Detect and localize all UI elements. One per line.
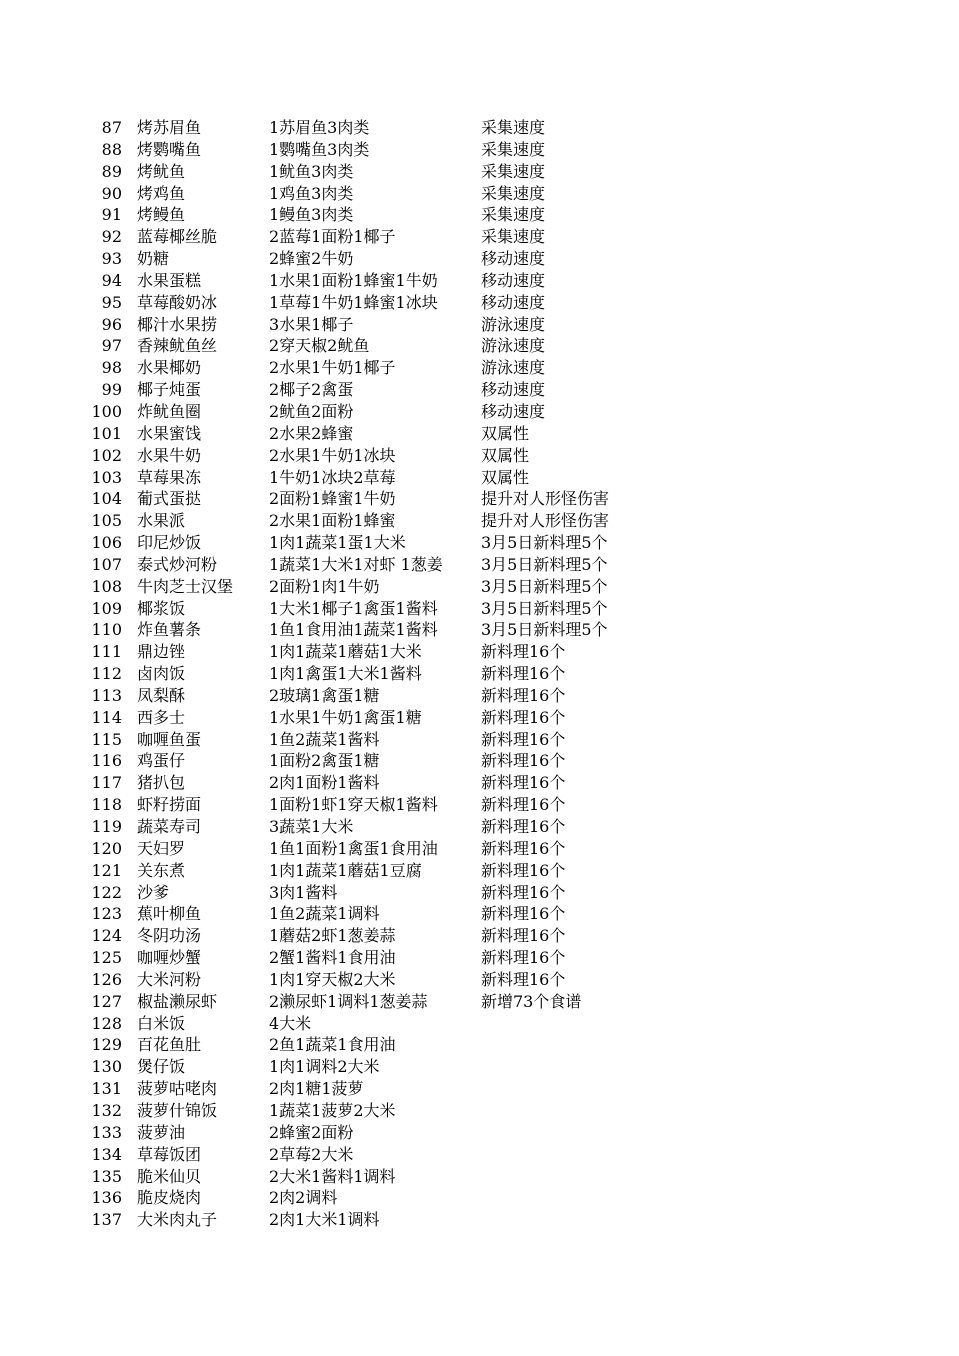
recipe-ingredients-cell: 1苏眉鱼3肉类 — [269, 118, 370, 137]
table-row — [0, 1056, 959, 1078]
effect-note-cell: 采集速度 — [481, 118, 546, 137]
effect-note-cell: 新料理16个 — [481, 969, 566, 989]
recipe-ingredients-cell: 2蜂蜜2牛奶 — [269, 249, 354, 269]
table-row — [0, 401, 959, 423]
table-row — [0, 314, 959, 336]
recipe-ingredients-cell: 2面粉1肉1牛奶 — [269, 576, 380, 596]
row-number-cell: 91 — [101, 205, 122, 225]
recipe-ingredients-cell: 2鱿鱼2面粉 — [269, 401, 354, 421]
row-number-cell: 115 — [91, 729, 122, 749]
effect-note-cell: 提升对人形怪伤害 — [481, 511, 610, 531]
table-row — [0, 1013, 959, 1035]
row-number-cell: 98 — [101, 358, 122, 378]
row-number-cell: 110 — [91, 620, 122, 640]
dish-name-cell: 卤肉饭 — [137, 664, 186, 684]
recipe-ingredients-cell: 2大米1酱料1调料 — [269, 1166, 396, 1186]
recipe-ingredients-cell: 1蔬菜1菠萝2大米 — [269, 1100, 396, 1120]
recipe-ingredients-cell: 1鱼2蔬菜1酱料 — [269, 729, 380, 749]
table-row — [0, 772, 959, 794]
table-row — [0, 903, 959, 925]
table-row — [0, 1209, 959, 1231]
table-row — [0, 554, 959, 576]
row-number-cell: 116 — [91, 751, 122, 771]
row-number-cell: 109 — [91, 598, 122, 618]
row-number-cell: 96 — [101, 314, 122, 334]
recipe-ingredients-cell: 2蜂蜜2面粉 — [269, 1122, 354, 1142]
dish-name-cell: 脆米仙贝 — [137, 1166, 202, 1186]
dish-name-cell: 水果牛奶 — [137, 445, 202, 465]
recipe-ingredients-cell: 1肉1禽蛋1大米1酱料 — [269, 664, 422, 684]
effect-note-cell: 双属性 — [481, 445, 530, 465]
dish-name-cell: 烤鳗鱼 — [137, 205, 186, 225]
table-row — [0, 1078, 959, 1100]
effect-note-cell: 采集速度 — [481, 205, 546, 225]
row-number-cell: 103 — [91, 467, 122, 487]
dish-name-cell: 奶糖 — [137, 249, 170, 269]
dish-name-cell: 烤苏眉鱼 — [137, 118, 202, 137]
dish-name-cell: 草莓酸奶冰 — [137, 292, 218, 312]
table-row — [0, 838, 959, 860]
row-number-cell: 94 — [101, 270, 122, 290]
table-row — [0, 1122, 959, 1144]
dish-name-cell: 泰式炒河粉 — [137, 554, 218, 574]
table-row — [0, 248, 959, 270]
effect-note-cell: 双属性 — [481, 467, 530, 487]
dish-name-cell: 百花鱼肚 — [137, 1035, 202, 1055]
dish-name-cell: 烤鸡鱼 — [137, 183, 186, 203]
dish-name-cell: 椰汁水果捞 — [137, 314, 218, 334]
effect-note-cell: 新料理16个 — [481, 751, 566, 771]
row-number-cell: 107 — [91, 554, 122, 574]
effect-note-cell: 采集速度 — [481, 183, 546, 203]
dish-name-cell: 冬阴功汤 — [137, 926, 202, 946]
recipe-ingredients-cell: 2肉1糖1菠萝 — [269, 1079, 364, 1099]
effect-note-cell: 3月5日新料理5个 — [481, 554, 608, 574]
recipe-ingredients-cell: 1鹦嘴鱼3肉类 — [269, 139, 370, 159]
recipe-ingredients-cell: 1鱿鱼3肉类 — [269, 161, 354, 181]
recipe-ingredients-cell: 2蟹1酱料1食用油 — [269, 948, 396, 968]
dish-name-cell: 炸鱿鱼圈 — [137, 401, 202, 421]
dish-name-cell: 猪扒包 — [137, 773, 186, 793]
dish-name-cell: 水果蛋糕 — [137, 270, 202, 290]
dish-name-cell: 关东煮 — [137, 860, 186, 880]
row-number-cell: 136 — [91, 1188, 122, 1208]
table-row — [0, 794, 959, 816]
dish-name-cell: 大米河粉 — [137, 969, 202, 989]
dish-name-cell: 鼎边锉 — [137, 642, 186, 662]
recipe-ingredients-cell: 1水果1牛奶1禽蛋1糖 — [269, 707, 422, 727]
row-number-cell: 90 — [101, 183, 122, 203]
effect-note-cell: 移动速度 — [481, 270, 546, 290]
recipe-ingredients-cell: 2穿天椒2鱿鱼 — [269, 336, 370, 356]
table-row — [0, 641, 959, 663]
row-number-cell: 131 — [91, 1079, 122, 1099]
table-row — [0, 423, 959, 445]
row-number-cell: 122 — [91, 882, 122, 902]
dish-name-cell: 白米饭 — [137, 1013, 186, 1033]
table-row — [0, 1100, 959, 1122]
dish-name-cell: 牛肉芝士汉堡 — [137, 576, 234, 596]
row-number-cell: 111 — [91, 642, 122, 662]
row-number-cell: 118 — [91, 795, 122, 815]
recipe-ingredients-cell: 1面粉1虾1穿天椒1酱料 — [269, 795, 438, 815]
table-row — [0, 969, 959, 991]
recipe-ingredients-cell: 2肉1面粉1酱料 — [269, 773, 380, 793]
table-row — [0, 1144, 959, 1166]
effect-note-cell: 新料理16个 — [481, 838, 566, 858]
row-number-cell: 123 — [91, 904, 122, 924]
row-number-cell: 113 — [91, 685, 122, 705]
row-number-cell: 87 — [101, 118, 122, 137]
table-row — [0, 445, 959, 467]
table-row — [0, 1034, 959, 1056]
row-number-cell: 105 — [91, 511, 122, 531]
effect-note-cell: 3月5日新料理5个 — [481, 533, 608, 553]
recipe-table — [0, 117, 959, 1231]
table-row — [0, 357, 959, 379]
effect-note-cell: 移动速度 — [481, 292, 546, 312]
table-row — [0, 925, 959, 947]
recipe-ingredients-cell: 1鸡鱼3肉类 — [269, 183, 354, 203]
recipe-ingredients-cell: 2濑尿虾1调料1葱姜蒜 — [269, 991, 428, 1011]
recipe-ingredients-cell: 2水果2蜂蜜 — [269, 423, 354, 443]
effect-note-cell: 采集速度 — [481, 227, 546, 247]
recipe-ingredients-cell: 1鱼1面粉1禽蛋1食用油 — [269, 838, 438, 858]
recipe-ingredients-cell: 3蔬菜1大米 — [269, 817, 354, 836]
recipe-ingredients-cell: 1草莓1牛奶1蜂蜜1冰块 — [269, 292, 438, 312]
table-row — [0, 467, 959, 489]
dish-name-cell: 天妇罗 — [137, 838, 186, 858]
row-number-cell: 125 — [91, 948, 122, 968]
recipe-ingredients-cell: 3水果1椰子 — [269, 314, 354, 334]
dish-name-cell: 水果派 — [137, 511, 186, 531]
dish-name-cell: 水果蜜饯 — [137, 423, 202, 443]
recipe-ingredients-cell: 1肉1蔬菜1蘑菇1大米 — [269, 642, 422, 662]
row-number-cell: 121 — [91, 860, 122, 880]
effect-note-cell: 新料理16个 — [481, 707, 566, 727]
dish-name-cell: 椰子炖蛋 — [137, 380, 202, 400]
table-row — [0, 1166, 959, 1188]
table-row — [0, 947, 959, 969]
row-number-cell: 101 — [91, 423, 122, 443]
dish-name-cell: 凤梨酥 — [137, 685, 186, 705]
table-row — [0, 619, 959, 641]
table-row — [0, 510, 959, 532]
dish-name-cell: 虾籽捞面 — [137, 795, 202, 815]
row-number-cell: 104 — [91, 489, 122, 509]
effect-note-cell: 新料理16个 — [481, 729, 566, 749]
dish-name-cell: 沙爹 — [137, 882, 170, 902]
row-number-cell: 100 — [91, 401, 122, 421]
dish-name-cell: 蔬菜寿司 — [137, 817, 202, 836]
effect-note-cell: 移动速度 — [481, 249, 546, 269]
row-number-cell: 106 — [91, 533, 122, 553]
row-number-cell: 124 — [91, 926, 122, 946]
table-row — [0, 576, 959, 598]
table-row — [0, 1187, 959, 1209]
table-row — [0, 729, 959, 751]
table-row — [0, 292, 959, 314]
recipe-ingredients-cell: 2玻璃1禽蛋1糖 — [269, 685, 380, 705]
table-row — [0, 663, 959, 685]
table-row — [0, 270, 959, 292]
dish-name-cell: 烤鱿鱼 — [137, 161, 186, 181]
dish-name-cell: 菠萝油 — [137, 1122, 186, 1142]
table-row — [0, 707, 959, 729]
recipe-ingredients-cell: 1肉1蔬菜1蛋1大米 — [269, 533, 406, 553]
dish-name-cell: 脆皮烧肉 — [137, 1188, 202, 1208]
row-number-cell: 92 — [101, 227, 122, 247]
effect-note-cell: 新料理16个 — [481, 795, 566, 815]
recipe-ingredients-cell: 1鳗鱼3肉类 — [269, 205, 354, 225]
row-number-cell: 128 — [91, 1013, 122, 1033]
effect-note-cell: 新料理16个 — [481, 926, 566, 946]
effect-note-cell: 双属性 — [481, 423, 530, 443]
recipe-ingredients-cell: 4大米 — [269, 1013, 312, 1033]
dish-name-cell: 煲仔饭 — [137, 1057, 186, 1077]
dish-name-cell: 水果椰奶 — [137, 358, 202, 378]
recipe-ingredients-cell: 1大米1椰子1禽蛋1酱料 — [269, 598, 438, 618]
effect-note-cell: 移动速度 — [481, 401, 546, 421]
recipe-ingredients-cell: 2肉2调料 — [269, 1188, 338, 1208]
recipe-ingredients-cell: 2鱼1蔬菜1食用油 — [269, 1035, 396, 1055]
recipe-ingredients-cell: 1牛奶1冰块2草莓 — [269, 467, 396, 487]
recipe-ingredients-cell: 2椰子2禽蛋 — [269, 380, 354, 400]
recipe-ingredients-cell: 2水果1牛奶1冰块 — [269, 445, 396, 465]
table-row — [0, 860, 959, 882]
recipe-ingredients-cell: 2水果1面粉1蜂蜜 — [269, 511, 396, 531]
recipe-ingredients-cell: 2草莓2大米 — [269, 1144, 354, 1164]
table-row — [0, 685, 959, 707]
effect-note-cell: 3月5日新料理5个 — [481, 598, 608, 618]
row-number-cell: 119 — [91, 817, 122, 836]
effect-note-cell: 新料理16个 — [481, 948, 566, 968]
dish-name-cell: 咖喱鱼蛋 — [137, 729, 202, 749]
row-number-cell: 120 — [91, 838, 122, 858]
row-number-cell: 93 — [101, 249, 122, 269]
recipe-ingredients-cell: 1鱼1食用油1蔬菜1酱料 — [269, 620, 438, 640]
recipe-ingredients-cell: 1肉1穿天椒2大米 — [269, 969, 396, 989]
table-row — [0, 139, 959, 161]
row-number-cell: 126 — [91, 969, 122, 989]
dish-name-cell: 椒盐濑尿虾 — [137, 991, 218, 1011]
table-row — [0, 204, 959, 226]
recipe-ingredients-cell: 1肉1蔬菜1蘑菇1豆腐 — [269, 860, 422, 880]
row-number-cell: 102 — [91, 445, 122, 465]
table-row — [0, 379, 959, 401]
effect-note-cell: 移动速度 — [481, 380, 546, 400]
table-row — [0, 750, 959, 772]
dish-name-cell: 西多士 — [137, 707, 186, 727]
effect-note-cell: 新料理16个 — [481, 685, 566, 705]
effect-note-cell: 新料理16个 — [481, 773, 566, 793]
row-number-cell: 88 — [101, 139, 122, 159]
recipe-ingredients-cell: 1鱼2蔬菜1调料 — [269, 904, 380, 924]
table-row — [0, 991, 959, 1013]
dish-name-cell: 咖喱炒蟹 — [137, 948, 202, 968]
recipe-ingredients-cell: 2面粉1蜂蜜1牛奶 — [269, 489, 396, 509]
row-number-cell: 114 — [91, 707, 122, 727]
dish-name-cell: 草莓饭团 — [137, 1144, 202, 1164]
effect-note-cell: 新料理16个 — [481, 817, 566, 836]
row-number-cell: 99 — [101, 380, 122, 400]
dish-name-cell: 大米肉丸子 — [137, 1210, 218, 1230]
row-number-cell: 134 — [91, 1144, 122, 1164]
table-row — [0, 226, 959, 248]
row-number-cell: 132 — [91, 1100, 122, 1120]
table-row — [0, 117, 959, 139]
recipe-ingredients-cell: 2肉1大米1调料 — [269, 1210, 380, 1230]
dish-name-cell: 菠萝咕咾肉 — [137, 1079, 218, 1099]
dish-name-cell: 炸鱼薯条 — [137, 620, 202, 640]
dish-name-cell: 葡式蛋挞 — [137, 489, 202, 509]
dish-name-cell: 蓝莓椰丝脆 — [137, 227, 218, 247]
row-number-cell: 117 — [91, 773, 122, 793]
table-row — [0, 816, 959, 838]
effect-note-cell: 提升对人形怪伤害 — [481, 489, 610, 509]
effect-note-cell: 3月5日新料理5个 — [481, 620, 608, 640]
table-row — [0, 183, 959, 205]
effect-note-cell: 新料理16个 — [481, 642, 566, 662]
recipe-ingredients-cell: 2蓝莓1面粉1椰子 — [269, 227, 396, 247]
effect-note-cell: 新料理16个 — [481, 882, 566, 902]
effect-note-cell: 新增73个食谱 — [481, 991, 582, 1011]
row-number-cell: 112 — [91, 664, 122, 684]
dish-name-cell: 蕉叶柳鱼 — [137, 904, 202, 924]
table-row — [0, 488, 959, 510]
dish-name-cell: 草莓果冻 — [137, 467, 202, 487]
effect-note-cell: 游泳速度 — [481, 314, 546, 334]
effect-note-cell: 游泳速度 — [481, 358, 546, 378]
recipe-ingredients-cell: 2水果1牛奶1椰子 — [269, 358, 396, 378]
table-row — [0, 532, 959, 554]
row-number-cell: 135 — [91, 1166, 122, 1186]
effect-note-cell: 3月5日新料理5个 — [481, 576, 608, 596]
row-number-cell: 95 — [101, 292, 122, 312]
row-number-cell: 129 — [91, 1035, 122, 1055]
row-number-cell: 127 — [91, 991, 122, 1011]
dish-name-cell: 鸡蛋仔 — [137, 751, 186, 771]
row-number-cell: 108 — [91, 576, 122, 596]
dish-name-cell: 香辣鱿鱼丝 — [137, 336, 218, 356]
recipe-ingredients-cell: 3肉1酱料 — [269, 882, 338, 902]
dish-name-cell: 印尼炒饭 — [137, 533, 202, 553]
recipe-ingredients-cell: 1蘑菇2虾1葱姜蒜 — [269, 926, 396, 946]
table-row — [0, 598, 959, 620]
effect-note-cell: 新料理16个 — [481, 860, 566, 880]
table-row — [0, 335, 959, 357]
row-number-cell: 97 — [101, 336, 122, 356]
effect-note-cell: 新料理16个 — [481, 664, 566, 684]
dish-name-cell: 烤鹦嘴鱼 — [137, 139, 202, 159]
row-number-cell: 133 — [91, 1122, 122, 1142]
row-number-cell: 89 — [101, 161, 122, 181]
row-number-cell: 137 — [91, 1210, 122, 1230]
recipe-ingredients-cell: 1水果1面粉1蜂蜜1牛奶 — [269, 270, 438, 290]
effect-note-cell: 游泳速度 — [481, 336, 546, 356]
dish-name-cell: 菠萝什锦饭 — [137, 1100, 218, 1120]
recipe-ingredients-cell: 1蔬菜1大米1对虾 1葱姜 — [269, 554, 443, 574]
table-row — [0, 161, 959, 183]
recipe-ingredients-cell: 1面粉2禽蛋1糖 — [269, 751, 380, 771]
effect-note-cell: 采集速度 — [481, 161, 546, 181]
dish-name-cell: 椰浆饭 — [137, 598, 186, 618]
recipe-ingredients-cell: 1肉1调料2大米 — [269, 1057, 380, 1077]
effect-note-cell: 新料理16个 — [481, 904, 566, 924]
row-number-cell: 130 — [91, 1057, 122, 1077]
table-row — [0, 882, 959, 904]
effect-note-cell: 采集速度 — [481, 139, 546, 159]
